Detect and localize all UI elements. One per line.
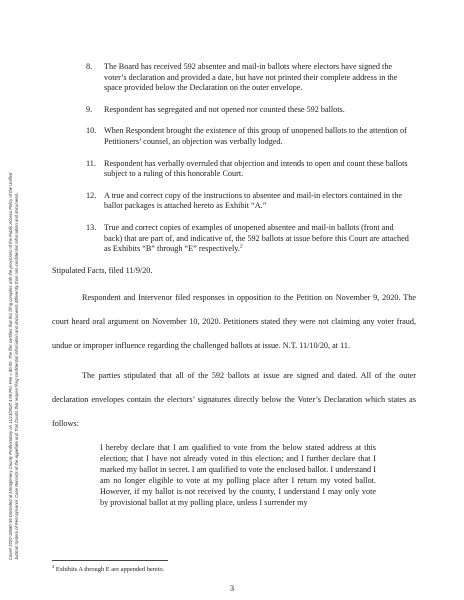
fact-text: True and correct copies of examples of unopened absentee and mail-in ballots (front and back) that are part of, and indicative of, the 592 ballots at issue before this Court are attached as Exhibits “B” through “E” respectively. bbox=[104, 222, 409, 254]
body-paragraph: The parties stipulated that all of the 592 ballots at issue are signed and dated. All of the outer declaration envelopes contain the electors’ signatures directly below the Voter’s Declaration which states as follows: bbox=[52, 370, 416, 428]
fact-number: 9. bbox=[86, 104, 93, 114]
footnote-ref[interactable]: 2 bbox=[239, 243, 243, 250]
page-number: 3 bbox=[229, 584, 235, 593]
fact-text: Respondent has segregated and not opened nor counted these 592 ballots. bbox=[104, 104, 345, 114]
fact-item bbox=[86, 62, 416, 94]
fact-item bbox=[86, 223, 416, 255]
fact-item bbox=[86, 126, 416, 147]
fact-text: When Respondent brought the existence of this group of unopened ballots to the attention of Petitioners’ counsel, an objection was verbally lodged. bbox=[104, 126, 407, 146]
docket-stamp-line-2: Judicial System of Pennsylvania: Case Records of the Appellate and Trial Courts that require filing confidential information and documents differently than non-confidential information and documents. bbox=[14, 192, 19, 560]
fact-number: 10. bbox=[86, 126, 97, 136]
fact-number: 8. bbox=[86, 62, 93, 71]
fact-number: 13. bbox=[86, 222, 97, 232]
fact-number: 12. bbox=[86, 190, 97, 200]
fact-text: The Board has received 592 absentee and mail-in ballots where electors have signed the voter’s declaration and provided a date, but have not printed their complete address in the space provided below the Declaration on the outer envelope. bbox=[104, 62, 398, 93]
fact-item bbox=[86, 105, 416, 116]
footnote-text: Exhibits A through E are appended hereto. bbox=[54, 566, 165, 573]
docket-stamp bbox=[2, 0, 30, 600]
footnote-divider bbox=[52, 560, 168, 561]
stipulated-facts-list bbox=[52, 62, 416, 255]
footnote-mark: 2 bbox=[52, 563, 55, 569]
docket-stamp-line-1: Case# 2020-18680-36 Docketed at Montgomery County Prothonotary on 11/13/2020 4:06 PM, Fee = $0.00. The filer certifies that this filing complies with the provisions of the Public Access Policy of the Unified bbox=[8, 172, 13, 560]
document-page bbox=[52, 62, 416, 508]
fact-text: A true and correct copy of the instructions to absentee and mail-in electors contained in the ballot packages is attached hereto as Exhibit “A.” bbox=[104, 190, 403, 211]
footnote bbox=[52, 563, 165, 573]
body-paragraph: Respondent and Intervenor filed responses in opposition to the Petition on November 9, 2020. The court heard oral argument on November 10, 2020. Petitioners stated they were not claiming any voter fraud, undue or improper influence regarding the challenged ballots at issue. N.T. 11/10/20, at 11. bbox=[52, 292, 416, 350]
fact-item bbox=[86, 159, 416, 180]
fact-text: Respondent has verbally overruled that objection and intends to open and count these ballots subject to a ruling of this honorable Court. bbox=[104, 158, 408, 179]
voter-declaration-quote: I hereby declare that I am qualified to vote from the below stated address at this election; that I have not already voted in this election; and I further declare that I marked my ballot in secret. I am qualified to vote the enclosed ballot. I understand I am no longer eligible to vote at my polling place after I return my voted ballot. However, if my ballot is not received by the county, I understand I may only vote by provisional ballot at my polling place, unless I surrender my bbox=[100, 442, 376, 507]
fact-number: 11. bbox=[86, 158, 96, 168]
fact-item bbox=[86, 191, 416, 212]
stipulated-citation: Stipulated Facts, filed 11/9/20. bbox=[52, 265, 153, 275]
